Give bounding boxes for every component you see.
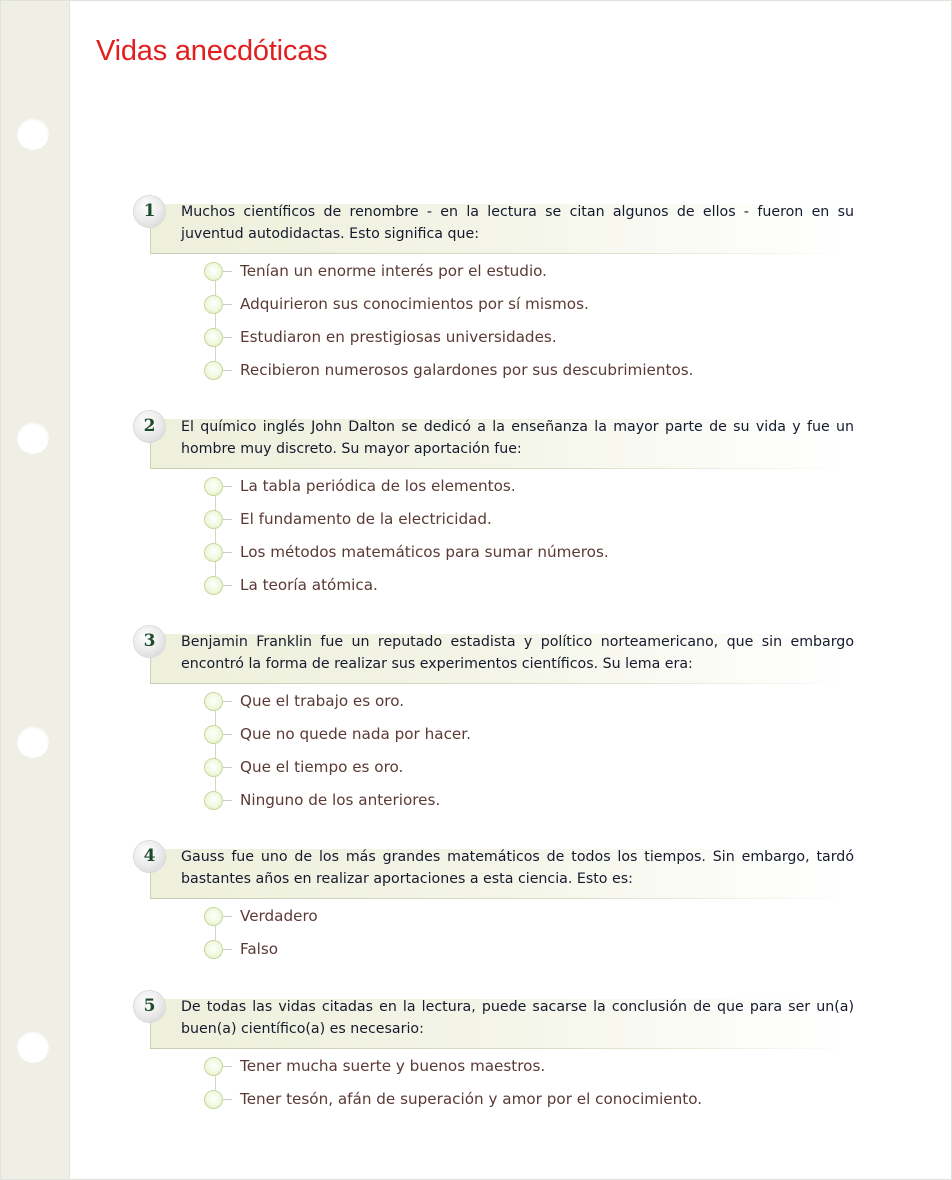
option-label[interactable]: Adquirieron sus conocimientos por sí mismos. — [240, 295, 589, 313]
option-label[interactable]: Que el tiempo es oro. — [240, 758, 404, 776]
option-list — [134, 260, 864, 392]
option-list — [134, 475, 864, 607]
answer-option[interactable] — [204, 789, 864, 822]
question-number-badge: 1 — [134, 196, 165, 227]
option-list — [134, 1055, 864, 1121]
answer-option[interactable] — [204, 690, 864, 723]
answer-option[interactable] — [204, 475, 864, 508]
radio-button[interactable] — [204, 758, 223, 777]
radio-button[interactable] — [204, 1057, 223, 1076]
option-label[interactable]: Ninguno de los anteriores. — [240, 791, 441, 809]
question-text: Benjamin Franklin fue un reputado estadista y político norteamericano, que sin embargo encontró la forma de realizar sus experimentos científicos. Su lema era: — [181, 634, 854, 672]
page-title: Vidas anecdóticas — [96, 35, 328, 67]
answer-option[interactable] — [204, 756, 864, 789]
radio-button[interactable] — [204, 725, 223, 744]
answer-option[interactable] — [204, 1055, 864, 1088]
option-label[interactable]: Recibieron numerosos galardones por sus descubrimientos. — [240, 361, 694, 379]
radio-button[interactable] — [204, 361, 223, 380]
radio-button[interactable] — [204, 262, 223, 281]
radio-button[interactable] — [204, 576, 223, 595]
question-header — [134, 196, 864, 254]
radio-button[interactable] — [204, 477, 223, 496]
option-label[interactable]: La teoría atómica. — [240, 576, 378, 594]
radio-button[interactable] — [204, 510, 223, 529]
question-4 — [134, 841, 864, 971]
answer-option[interactable] — [204, 905, 864, 938]
option-label[interactable]: La tabla periódica de los elementos. — [240, 477, 516, 495]
option-label[interactable]: Falso — [240, 940, 279, 958]
option-label[interactable]: Que el trabajo es oro. — [240, 692, 405, 710]
binder-hole — [17, 726, 49, 758]
option-label[interactable]: Que no quede nada por hacer. — [240, 725, 471, 743]
question-header — [134, 626, 864, 684]
radio-button[interactable] — [204, 543, 223, 562]
answer-option[interactable] — [204, 574, 864, 607]
option-label[interactable]: El fundamento de la electricidad. — [240, 510, 492, 528]
question-text: De todas las vidas citadas en la lectura, puede sacarse la conclusión de que para ser un(a) buen(a) científico(a) es necesario: — [181, 999, 854, 1037]
radio-button[interactable] — [204, 791, 223, 810]
question-header — [134, 411, 864, 469]
option-label[interactable]: Tener mucha suerte y buenos maestros. — [240, 1057, 546, 1075]
question-text: Muchos científicos de renombre - en la lectura se citan algunos de ellos - fueron en su juventud autodidactas. Esto significa que: — [181, 204, 854, 242]
question-3 — [134, 626, 864, 822]
question-number-badge: 5 — [134, 991, 165, 1022]
question-1 — [134, 196, 864, 392]
question-text: Gauss fue uno de los más grandes matemáticos de todos los tiempos. Sin embargo, tardó bastantes años en realizar aportaciones a esta ciencia. Esto es: — [181, 849, 854, 887]
answer-option[interactable] — [204, 1088, 864, 1121]
question-number-badge: 4 — [134, 841, 165, 872]
binder-strip — [1, 1, 70, 1179]
binder-hole — [17, 422, 49, 454]
option-label[interactable]: Tener tesón, afán de superación y amor por el conocimiento. — [240, 1090, 703, 1108]
radio-button[interactable] — [204, 328, 223, 347]
question-text: El químico inglés John Dalton se dedicó a la enseñanza la mayor parte de su vida y fue un hombre muy discreto. Su mayor aportación fue: — [181, 419, 854, 457]
radio-button[interactable] — [204, 907, 223, 926]
option-list — [134, 690, 864, 822]
binder-hole — [17, 118, 49, 150]
answer-option[interactable] — [204, 326, 864, 359]
question-header — [134, 841, 864, 899]
question-number-badge: 2 — [134, 411, 165, 442]
radio-button[interactable] — [204, 692, 223, 711]
answer-option[interactable] — [204, 723, 864, 756]
question-2 — [134, 411, 864, 607]
question-header — [134, 991, 864, 1049]
answer-option[interactable] — [204, 508, 864, 541]
question-5 — [134, 991, 864, 1121]
option-label[interactable]: Los métodos matemáticos para sumar números. — [240, 543, 609, 561]
answer-option[interactable] — [204, 359, 864, 392]
answer-option[interactable] — [204, 938, 864, 971]
question-number-badge: 3 — [134, 626, 165, 657]
radio-button[interactable] — [204, 295, 223, 314]
radio-button[interactable] — [204, 940, 223, 959]
option-label[interactable]: Tenían un enorme interés por el estudio. — [240, 262, 548, 280]
option-label[interactable]: Estudiaron en prestigiosas universidades. — [240, 328, 557, 346]
binder-hole — [17, 1031, 49, 1063]
answer-option[interactable] — [204, 293, 864, 326]
option-list — [134, 905, 864, 971]
answer-option[interactable] — [204, 260, 864, 293]
radio-button[interactable] — [204, 1090, 223, 1109]
answer-option[interactable] — [204, 541, 864, 574]
option-label[interactable]: Verdadero — [240, 907, 318, 925]
